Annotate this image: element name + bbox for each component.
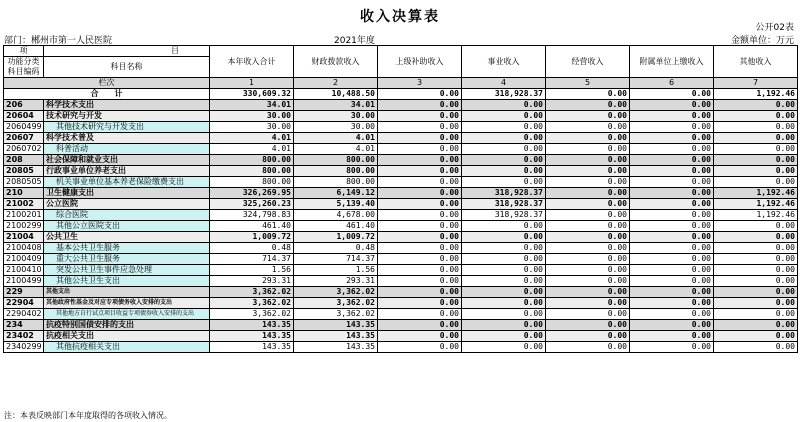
subject-name: 科学技术普及 bbox=[44, 133, 210, 144]
table-row bbox=[4, 320, 798, 331]
amount-cell: 4,678.00 bbox=[294, 210, 378, 221]
amount-cell: 0.00 bbox=[378, 221, 462, 232]
amount-cell: 5,139.40 bbox=[294, 199, 378, 210]
amount-cell: 800.00 bbox=[210, 166, 294, 177]
amount-cell: 0.00 bbox=[378, 122, 462, 133]
amount-cell: 714.37 bbox=[294, 254, 378, 265]
table-row bbox=[4, 144, 798, 155]
amount-cell: 0.00 bbox=[546, 144, 630, 155]
amount-cell: 0.00 bbox=[714, 243, 798, 254]
amount-cell: 0.00 bbox=[378, 111, 462, 122]
amount-cell: 1,192.46 bbox=[714, 199, 798, 210]
amount-cell: 0.00 bbox=[378, 133, 462, 144]
amount-cell: 0.00 bbox=[714, 287, 798, 298]
amount-cell: 0.00 bbox=[378, 287, 462, 298]
amount-cell: 0.00 bbox=[378, 210, 462, 221]
amount-cell: 318,928.37 bbox=[462, 199, 546, 210]
form-number: 公开02表 bbox=[755, 23, 794, 33]
amount-cell: 0.00 bbox=[546, 122, 630, 133]
amount-cell: 0.00 bbox=[630, 342, 714, 353]
subject-name: 科学技术支出 bbox=[44, 100, 210, 111]
total-label: 合 计 bbox=[4, 89, 210, 100]
amount-cell: 0.00 bbox=[630, 122, 714, 133]
footnote: 注：本表反映部门本年度取得的各项收入情况。 bbox=[4, 411, 172, 420]
seq-row bbox=[4, 78, 798, 89]
amount-cell: 0.00 bbox=[714, 276, 798, 287]
amount-cell: 0.00 bbox=[546, 276, 630, 287]
amount-cell: 0.00 bbox=[462, 243, 546, 254]
subject-code: 21004 bbox=[4, 232, 44, 243]
table-row bbox=[4, 199, 798, 210]
amount-cell: 0.00 bbox=[378, 188, 462, 199]
amount-cell: 143.35 bbox=[294, 342, 378, 353]
amount-cell: 0.00 bbox=[714, 331, 798, 342]
amount-cell: 0.00 bbox=[630, 199, 714, 210]
amount-cell: 0.00 bbox=[378, 265, 462, 276]
amount-cell: 800.00 bbox=[294, 166, 378, 177]
amount-cell: 0.00 bbox=[462, 287, 546, 298]
amount-cell: 4.01 bbox=[294, 144, 378, 155]
amount-unit: 金额单位：万元 bbox=[730, 36, 794, 46]
amount-cell: 3,362.02 bbox=[210, 287, 294, 298]
amount-cell: 800.00 bbox=[210, 155, 294, 166]
amount-cell: 0.00 bbox=[462, 111, 546, 122]
amount-cell: 0.00 bbox=[714, 100, 798, 111]
amount-cell: 30.00 bbox=[210, 122, 294, 133]
amount-cell: 143.35 bbox=[294, 331, 378, 342]
table-row bbox=[4, 100, 798, 111]
amount-cell: 143.35 bbox=[210, 342, 294, 353]
amount-cell: 0.00 bbox=[546, 111, 630, 122]
amount-cell: 0.00 bbox=[546, 320, 630, 331]
table-row bbox=[4, 298, 798, 309]
subject-code: 20805 bbox=[4, 166, 44, 177]
amount-cell: 0.00 bbox=[546, 331, 630, 342]
amount-cell: 0.00 bbox=[462, 133, 546, 144]
amount-cell: 0.00 bbox=[378, 320, 462, 331]
subject-code: 206 bbox=[4, 100, 44, 111]
subject-code: 2100499 bbox=[4, 276, 44, 287]
amount-cell: 143.35 bbox=[210, 331, 294, 342]
amount-cell: 0.48 bbox=[294, 243, 378, 254]
subject-name: 抗疫相关支出 bbox=[44, 331, 210, 342]
subject-name: 其他地方自行试点项目收益专项债券收入安排的支出 bbox=[44, 309, 210, 320]
amount-cell: 4.01 bbox=[294, 133, 378, 144]
amount-cell: 0.00 bbox=[714, 155, 798, 166]
amount-cell: 0.00 bbox=[546, 232, 630, 243]
table-row bbox=[4, 166, 798, 177]
amount-cell: 0.00 bbox=[630, 210, 714, 221]
total-value: 0.00 bbox=[378, 89, 462, 100]
amount-cell: 293.31 bbox=[210, 276, 294, 287]
amount-cell: 0.00 bbox=[546, 210, 630, 221]
table-row bbox=[4, 177, 798, 188]
amount-cell: 0.00 bbox=[630, 276, 714, 287]
amount-cell: 0.00 bbox=[630, 232, 714, 243]
table-row bbox=[4, 265, 798, 276]
amount-cell: 0.00 bbox=[714, 177, 798, 188]
amount-cell: 0.00 bbox=[714, 298, 798, 309]
subject-code: 234 bbox=[4, 320, 44, 331]
amount-cell: 0.00 bbox=[630, 100, 714, 111]
total-value: 0.00 bbox=[546, 89, 630, 100]
amount-cell: 0.00 bbox=[462, 177, 546, 188]
amount-cell: 0.00 bbox=[546, 298, 630, 309]
amount-cell: 0.00 bbox=[546, 287, 630, 298]
subject-code: 210 bbox=[4, 188, 44, 199]
amount-cell: 0.00 bbox=[378, 298, 462, 309]
seq-num: 1 bbox=[210, 78, 294, 89]
amount-cell: 0.00 bbox=[546, 133, 630, 144]
subject-name: 抗疫特别国债安排的支出 bbox=[44, 320, 210, 331]
amount-cell: 0.00 bbox=[378, 144, 462, 155]
amount-cell: 0.00 bbox=[714, 166, 798, 177]
amount-cell: 0.00 bbox=[630, 155, 714, 166]
header-mu: 目 bbox=[44, 46, 210, 57]
amount-cell: 1,192.46 bbox=[714, 188, 798, 199]
amount-cell: 0.00 bbox=[462, 276, 546, 287]
table-row bbox=[4, 254, 798, 265]
amount-cell: 0.00 bbox=[714, 111, 798, 122]
subject-code: 2100409 bbox=[4, 254, 44, 265]
amount-cell: 0.00 bbox=[462, 166, 546, 177]
amount-cell: 0.00 bbox=[546, 342, 630, 353]
seq-num: 3 bbox=[378, 78, 462, 89]
seq-num: 2 bbox=[294, 78, 378, 89]
header-col-4: 事业收入 bbox=[462, 46, 546, 78]
subject-code: 229 bbox=[4, 287, 44, 298]
amount-cell: 0.00 bbox=[630, 144, 714, 155]
subject-name: 公共卫生 bbox=[44, 232, 210, 243]
amount-cell: 34.01 bbox=[294, 100, 378, 111]
amount-cell: 0.00 bbox=[378, 342, 462, 353]
header-row-top bbox=[4, 46, 798, 57]
amount-cell: 30.00 bbox=[210, 111, 294, 122]
amount-cell: 0.00 bbox=[630, 243, 714, 254]
subject-code: 23402 bbox=[4, 331, 44, 342]
amount-cell: 326,269.95 bbox=[210, 188, 294, 199]
table-row bbox=[4, 188, 798, 199]
amount-cell: 0.00 bbox=[462, 342, 546, 353]
table-row bbox=[4, 210, 798, 221]
subject-code: 20607 bbox=[4, 133, 44, 144]
seq-num: 6 bbox=[630, 78, 714, 89]
subject-code: 208 bbox=[4, 155, 44, 166]
subject-code: 2340299 bbox=[4, 342, 44, 353]
subject-name: 社会保障和就业支出 bbox=[44, 155, 210, 166]
department-label: 部门：郴州市第一人民医院 bbox=[4, 36, 113, 46]
subject-code: 20604 bbox=[4, 111, 44, 122]
amount-cell: 0.00 bbox=[546, 100, 630, 111]
table-row bbox=[4, 309, 798, 320]
amount-cell: 0.00 bbox=[630, 265, 714, 276]
total-value: 1,192.46 bbox=[714, 89, 798, 100]
amount-cell: 0.00 bbox=[462, 232, 546, 243]
amount-cell: 0.00 bbox=[546, 177, 630, 188]
subject-name: 其他政府性基金及对应专项债务收入安排的支出 bbox=[44, 298, 210, 309]
subject-name: 其他技术研究与开发支出 bbox=[44, 122, 210, 133]
amount-cell: 3,362.02 bbox=[294, 287, 378, 298]
subject-name: 技术研究与开发 bbox=[44, 111, 210, 122]
amount-cell: 3,362.02 bbox=[294, 309, 378, 320]
report-meta-line bbox=[4, 33, 794, 45]
amount-cell: 293.31 bbox=[294, 276, 378, 287]
amount-cell: 3,362.02 bbox=[210, 298, 294, 309]
amount-cell: 318,928.37 bbox=[462, 210, 546, 221]
amount-cell: 0.00 bbox=[630, 298, 714, 309]
table-row bbox=[4, 287, 798, 298]
amount-cell: 0.00 bbox=[462, 298, 546, 309]
subject-name: 行政事业单位养老支出 bbox=[44, 166, 210, 177]
amount-cell: 143.35 bbox=[210, 320, 294, 331]
amount-cell: 143.35 bbox=[294, 320, 378, 331]
amount-cell: 0.00 bbox=[546, 243, 630, 254]
header-subject-name: 科目名称 bbox=[44, 57, 210, 78]
amount-cell: 461.40 bbox=[294, 221, 378, 232]
amount-cell: 0.00 bbox=[378, 309, 462, 320]
amount-cell: 0.00 bbox=[630, 133, 714, 144]
amount-cell: 0.00 bbox=[378, 276, 462, 287]
amount-cell: 0.00 bbox=[546, 265, 630, 276]
amount-cell: 0.00 bbox=[462, 144, 546, 155]
amount-cell: 800.00 bbox=[294, 155, 378, 166]
table-row bbox=[4, 331, 798, 342]
amount-cell: 0.00 bbox=[546, 254, 630, 265]
amount-cell: 1.56 bbox=[294, 265, 378, 276]
total-row bbox=[4, 89, 798, 100]
income-table bbox=[3, 45, 798, 353]
fiscal-year: 2021年度 bbox=[334, 36, 375, 46]
amount-cell: 0.00 bbox=[630, 309, 714, 320]
subject-name: 重大公共卫生服务 bbox=[44, 254, 210, 265]
amount-cell: 0.00 bbox=[462, 254, 546, 265]
subject-code: 2080505 bbox=[4, 177, 44, 188]
subject-name: 机关事业单位基本养老保险缴费支出 bbox=[44, 177, 210, 188]
amount-cell: 800.00 bbox=[210, 177, 294, 188]
amount-cell: 0.00 bbox=[546, 309, 630, 320]
amount-cell: 0.48 bbox=[210, 243, 294, 254]
subject-code: 2100410 bbox=[4, 265, 44, 276]
total-value: 330,609.32 bbox=[210, 89, 294, 100]
amount-cell: 0.00 bbox=[546, 199, 630, 210]
amount-cell: 6,149.12 bbox=[294, 188, 378, 199]
amount-cell: 1,009.72 bbox=[294, 232, 378, 243]
header-col-6: 附属单位上缴收入 bbox=[630, 46, 714, 78]
amount-cell: 0.00 bbox=[462, 155, 546, 166]
amount-cell: 0.00 bbox=[378, 331, 462, 342]
amount-cell: 0.00 bbox=[462, 100, 546, 111]
amount-cell: 0.00 bbox=[378, 254, 462, 265]
amount-cell: 0.00 bbox=[714, 320, 798, 331]
seq-num: 5 bbox=[546, 78, 630, 89]
amount-cell: 0.00 bbox=[462, 221, 546, 232]
amount-cell: 800.00 bbox=[294, 177, 378, 188]
amount-cell: 0.00 bbox=[462, 331, 546, 342]
amount-cell: 0.00 bbox=[546, 221, 630, 232]
amount-cell: 3,362.02 bbox=[294, 298, 378, 309]
subject-code: 2100299 bbox=[4, 221, 44, 232]
amount-cell: 714.37 bbox=[210, 254, 294, 265]
amount-cell: 0.00 bbox=[630, 221, 714, 232]
amount-cell: 0.00 bbox=[714, 265, 798, 276]
subject-name: 卫生健康支出 bbox=[44, 188, 210, 199]
table-row bbox=[4, 111, 798, 122]
amount-cell: 0.00 bbox=[630, 188, 714, 199]
amount-cell: 0.00 bbox=[378, 166, 462, 177]
amount-cell: 0.00 bbox=[630, 331, 714, 342]
amount-cell: 0.00 bbox=[630, 177, 714, 188]
subject-code: 22904 bbox=[4, 298, 44, 309]
amount-cell: 0.00 bbox=[546, 188, 630, 199]
amount-cell: 0.00 bbox=[378, 177, 462, 188]
header-col-7: 其他收入 bbox=[714, 46, 798, 78]
amount-cell: 0.00 bbox=[630, 320, 714, 331]
subject-name: 基本公共卫生服务 bbox=[44, 243, 210, 254]
amount-cell: 0.00 bbox=[714, 221, 798, 232]
total-value: 10,488.50 bbox=[294, 89, 378, 100]
subject-code: 2100408 bbox=[4, 243, 44, 254]
header-col-3: 上级补助收入 bbox=[378, 46, 462, 78]
header-col-1: 本年收入合计 bbox=[210, 46, 294, 78]
subject-code: 2060499 bbox=[4, 122, 44, 133]
amount-cell: 325,260.23 bbox=[210, 199, 294, 210]
subject-name: 其他支出 bbox=[44, 287, 210, 298]
table-row bbox=[4, 276, 798, 287]
amount-cell: 0.00 bbox=[630, 166, 714, 177]
table-row bbox=[4, 122, 798, 133]
amount-cell: 0.00 bbox=[714, 122, 798, 133]
amount-cell: 30.00 bbox=[294, 111, 378, 122]
table-row bbox=[4, 221, 798, 232]
amount-cell: 318,928.37 bbox=[462, 188, 546, 199]
table-row bbox=[4, 155, 798, 166]
header-col-2: 财政拨款收入 bbox=[294, 46, 378, 78]
amount-cell: 0.00 bbox=[378, 232, 462, 243]
subject-name: 突发公共卫生事件应急处理 bbox=[44, 265, 210, 276]
subject-code: 2100201 bbox=[4, 210, 44, 221]
amount-cell: 0.00 bbox=[714, 342, 798, 353]
amount-cell: 4.01 bbox=[210, 144, 294, 155]
total-value: 318,928.37 bbox=[462, 89, 546, 100]
amount-cell: 324,798.83 bbox=[210, 210, 294, 221]
amount-cell: 0.00 bbox=[630, 287, 714, 298]
amount-cell: 0.00 bbox=[714, 133, 798, 144]
amount-cell: 0.00 bbox=[378, 199, 462, 210]
amount-cell: 0.00 bbox=[462, 122, 546, 133]
amount-cell: 0.00 bbox=[462, 309, 546, 320]
subject-code: 2290402 bbox=[4, 309, 44, 320]
header-func-code: 功能分类 科目编码 bbox=[4, 57, 44, 78]
total-value: 0.00 bbox=[630, 89, 714, 100]
amount-cell: 0.00 bbox=[462, 265, 546, 276]
amount-cell: 0.00 bbox=[462, 320, 546, 331]
header-item: 项 bbox=[4, 46, 44, 57]
amount-cell: 30.00 bbox=[294, 122, 378, 133]
table-row bbox=[4, 243, 798, 254]
subject-name: 其他公立医院支出 bbox=[44, 221, 210, 232]
amount-cell: 0.00 bbox=[630, 254, 714, 265]
amount-cell: 0.00 bbox=[546, 166, 630, 177]
amount-cell: 1.56 bbox=[210, 265, 294, 276]
amount-cell: 461.40 bbox=[210, 221, 294, 232]
subject-name: 综合医院 bbox=[44, 210, 210, 221]
seq-label: 栏次 bbox=[4, 78, 210, 89]
header-col-5: 经营收入 bbox=[546, 46, 630, 78]
amount-cell: 0.00 bbox=[714, 144, 798, 155]
table-row bbox=[4, 232, 798, 243]
amount-cell: 1,009.72 bbox=[210, 232, 294, 243]
subject-name: 公立医院 bbox=[44, 199, 210, 210]
amount-cell: 1,192.46 bbox=[714, 210, 798, 221]
amount-cell: 3,362.02 bbox=[210, 309, 294, 320]
amount-cell: 0.00 bbox=[378, 100, 462, 111]
amount-cell: 0.00 bbox=[714, 254, 798, 265]
seq-num: 7 bbox=[714, 78, 798, 89]
amount-cell: 0.00 bbox=[630, 111, 714, 122]
table-row bbox=[4, 133, 798, 144]
page-title: 收入决算表 bbox=[360, 9, 440, 25]
amount-cell: 0.00 bbox=[378, 243, 462, 254]
amount-cell: 0.00 bbox=[546, 155, 630, 166]
seq-num: 4 bbox=[462, 78, 546, 89]
subject-code: 2060702 bbox=[4, 144, 44, 155]
subject-name: 科普活动 bbox=[44, 144, 210, 155]
amount-cell: 4.01 bbox=[210, 133, 294, 144]
subject-code: 21002 bbox=[4, 199, 44, 210]
amount-cell: 34.01 bbox=[210, 100, 294, 111]
subject-name: 其他公共卫生支出 bbox=[44, 276, 210, 287]
amount-cell: 0.00 bbox=[714, 232, 798, 243]
subject-name: 其他抗疫相关支出 bbox=[44, 342, 210, 353]
amount-cell: 0.00 bbox=[714, 309, 798, 320]
amount-cell: 0.00 bbox=[378, 155, 462, 166]
table-row bbox=[4, 342, 798, 353]
